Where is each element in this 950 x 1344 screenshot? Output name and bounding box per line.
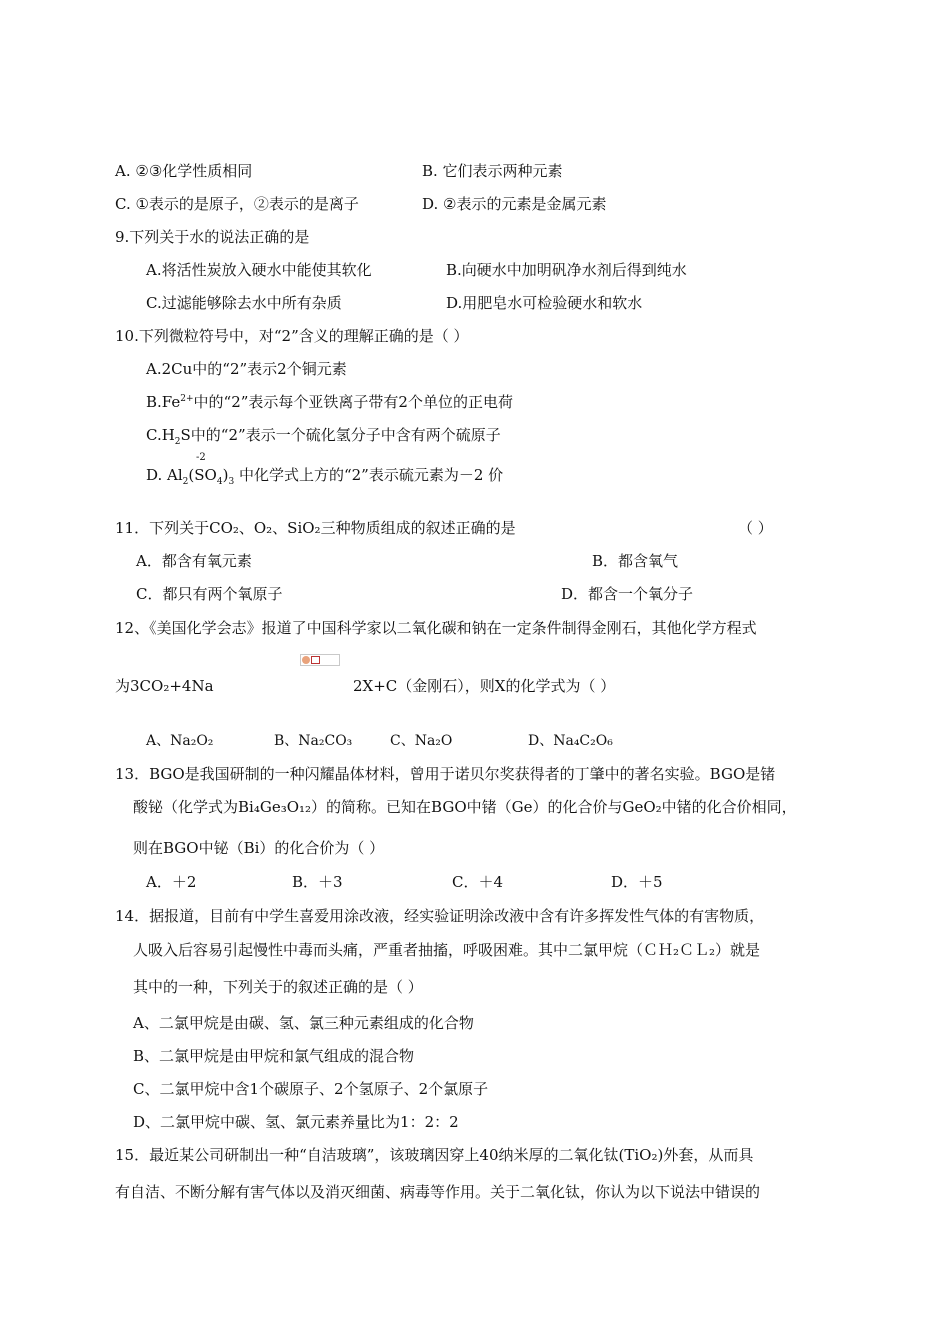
q14-line-1: 14．据报道，目前有中学生喜爱用涂改液，经实验证明涂改液中含有许多挥发性气体的有害物质， bbox=[115, 907, 765, 925]
q14-option-d: D、二氯甲烷中碳、氢、氯元素养量比为1：2：2 bbox=[133, 1113, 459, 1131]
q10-b-symbol: B.Fe bbox=[146, 393, 181, 411]
q10-d-desc: 中化学式上方的“2”表示硫元素为－2 价 bbox=[234, 466, 504, 484]
q9-option-a: A.将活性炭放入硬水中能使其软化 bbox=[146, 261, 372, 279]
q9-option-c: C.过滤能够除去水中所有杂质 bbox=[146, 294, 342, 312]
q10-c-symbol: C.H bbox=[146, 426, 175, 444]
q8-option-c: C. ①表示的是原子，②表示的是离子 bbox=[115, 195, 359, 213]
q11-option-c: C．都只有两个氧原子 bbox=[136, 585, 283, 603]
q8-option-d: D. ②表示的元素是金属元素 bbox=[422, 195, 607, 213]
q13-option-a: A．＋2 bbox=[146, 873, 197, 891]
q13-line-2: 酸铋（化学式为Bi₄Ge₃O₁₂）的简称。已知在BGO中锗（Ge）的化合价与GeO₂中锗的化合价相同， bbox=[133, 798, 797, 816]
q12-option-c: C、Na₂O bbox=[390, 733, 453, 749]
q13-option-d: D．＋5 bbox=[611, 873, 663, 891]
q10-stem: 10.下列微粒符号中，对“2”含义的理解正确的是（ ） bbox=[115, 327, 469, 345]
q11-option-a: A．都含有氧元素 bbox=[136, 552, 252, 570]
q10-d-text bbox=[146, 464, 503, 486]
q12-equation-left: 为3CO₂+4Na bbox=[115, 677, 214, 695]
q9-option-b: B.向硬水中加明矾净水剂后得到纯水 bbox=[446, 261, 687, 279]
q14-line-2: 人吸入后容易引起慢性中毒而头痛，严重者抽搐，呼吸困难。其中二氯甲烷（ＣＨ₂ＣＬ₂）就是 bbox=[133, 941, 761, 959]
q12-option-a: A、Na₂O₂ bbox=[146, 733, 214, 749]
q15-line-2: 有自洁、不断分解有害气体以及消灭细菌、病毒等作用。关于二氧化钛，你认为以下说法中错误的 bbox=[115, 1183, 761, 1201]
q10-option-a: A.2Cu中的“2”表示2个铜元素 bbox=[146, 360, 347, 378]
q14-line-3: 其中的一种，下列关于的叙述正确的是（ ） bbox=[133, 978, 423, 996]
q8-option-b: B. 它们表示两种元素 bbox=[422, 162, 563, 180]
q10-d-sub3: 3 bbox=[228, 477, 235, 487]
q12-option-d: D、Na₄C₂O₆ bbox=[528, 733, 613, 749]
q11-answer-paren: （ ） bbox=[738, 519, 773, 537]
q12-equation-right: 2X+C（金刚石），则X的化学式为（ ） bbox=[353, 677, 616, 695]
q13-option-c: C．＋4 bbox=[452, 873, 504, 891]
q12-stem: 12、《美国化学会志》报道了中国科学家以二氧化碳和钠在一定条件制得金刚石，其他化学方程式 bbox=[115, 619, 757, 637]
q11-option-b: B．都含氧气 bbox=[592, 552, 679, 570]
q8-option-a: A. ②③化学性质相同 bbox=[115, 162, 253, 180]
q13-line-1: 13．BGO是我国研制的一种闪耀晶体材料，曾用于诺贝尔奖获得者的丁肇中的著名实验。BGO是锗 bbox=[115, 765, 776, 783]
q10-d-al: D. Al bbox=[146, 466, 183, 484]
q10-d-sub2: 4 bbox=[216, 477, 223, 487]
q11-option-d: D．都含一个氧分子 bbox=[561, 585, 694, 603]
q14-option-a: A、二氯甲烷是由碳、氢、氯三种元素组成的化合物 bbox=[133, 1014, 474, 1032]
q10-c-subscript: 2 bbox=[174, 437, 181, 447]
q10-d-so: (SO bbox=[188, 466, 217, 484]
q10-d-sub1: 2 bbox=[182, 477, 189, 487]
reaction-condition-image-icon bbox=[300, 654, 340, 666]
q11-stem: 11．下列关于CO₂、O₂、SiO₂三种物质组成的叙述正确的是 bbox=[115, 519, 516, 537]
q10-d-valence: -2 bbox=[196, 452, 206, 463]
q13-option-b: B．＋3 bbox=[292, 873, 343, 891]
q10-d-close: ) bbox=[222, 466, 229, 484]
q10-b-text: 中的“2”表示每个亚铁离子带有2个单位的正电荷 bbox=[193, 393, 513, 411]
q10-option-b bbox=[146, 392, 513, 412]
q10-c-text: S中的“2”表示一个硫化氢分子中含有两个硫原子 bbox=[180, 426, 501, 444]
q9-option-d: D.用肥皂水可检验硬水和软水 bbox=[446, 294, 643, 312]
q15-line-1: 15．最近某公司研制出一种“自洁玻璃”，该玻璃因穿上40纳米厚的二氧化钛(TiO₂)外套，从而具 bbox=[115, 1146, 754, 1164]
q9-stem: 9.下列关于水的说法正确的是 bbox=[115, 228, 310, 246]
q10-option-c bbox=[146, 425, 501, 445]
q10-option-d bbox=[146, 452, 566, 492]
q13-line-3: 则在BGO中铋（Bi）的化合价为（ ） bbox=[133, 839, 385, 857]
q14-option-b: B、二氯甲烷是由甲烷和氯气组成的混合物 bbox=[133, 1047, 415, 1065]
q10-b-charge: 2+ bbox=[180, 394, 194, 404]
q12-option-b: B、Na₂CO₃ bbox=[274, 733, 353, 749]
q14-option-c: C、二氯甲烷中含1个碳原子、2个氢原子、2个氯原子 bbox=[133, 1080, 489, 1098]
